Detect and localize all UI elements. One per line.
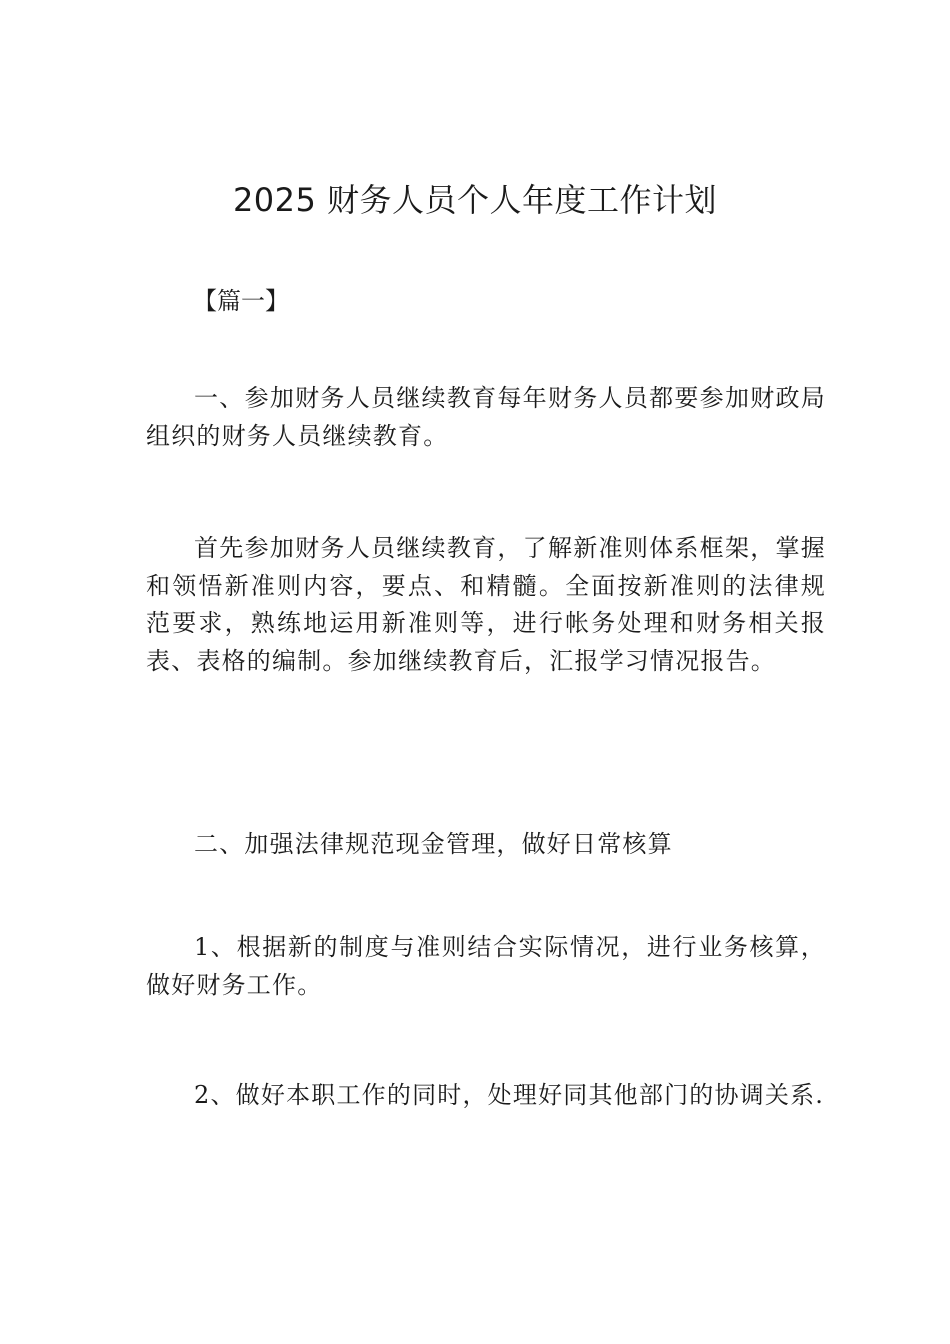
document-title: 2025 财务人员个人年度工作计划 <box>232 181 718 219</box>
paragraph-new-standards: 首先参加财务人员继续教育，了解新准则体系框架，掌握和领悟新准则内容，要点、和精髓。全面按新准则的法律规范要求，熟练地运用新准则等，进行帐务处理和财务相关报表、表格的编制。参加继续教育后，汇报学习情况报告。 <box>146 534 826 675</box>
paragraph-item-2: 2、做好本职工作的同时，处理好同其他部门的协调关系. <box>194 1081 825 1109</box>
paragraph-continuing-education: 一、参加财务人员继续教育每年财务人员都要参加财政局组织的财务人员继续教育。 <box>146 384 826 450</box>
section-mark: 【篇一】 <box>193 287 289 315</box>
paragraph-cash-management-heading: 二、加强法律规范现金管理，做好日常核算 <box>194 830 673 858</box>
paragraph-item-1: 1、根据新的制度与准则结合实际情况，进行业务核算，做好财务工作。 <box>146 933 826 999</box>
